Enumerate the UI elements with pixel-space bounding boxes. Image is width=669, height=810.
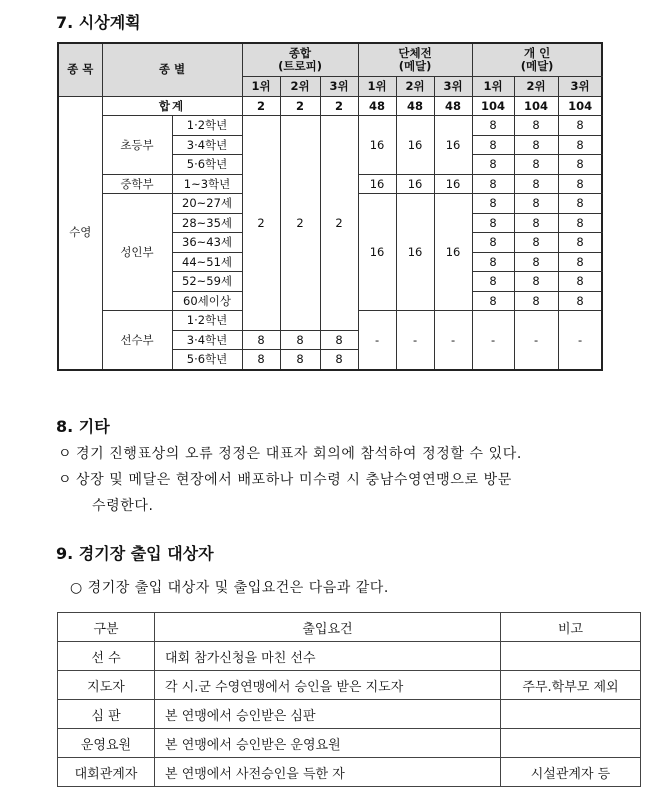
overall-merged: 2 <box>242 116 280 331</box>
individual-cell: 8 <box>514 155 558 175</box>
group-adult: 성인부 <box>102 194 172 311</box>
group-elementary: 초등부 <box>102 116 172 175</box>
header-event: 종 목 <box>58 43 102 96</box>
rank-label: 3위 <box>320 77 358 97</box>
grade-cell: 1·2학년 <box>172 311 242 331</box>
total-overall: 2 <box>280 96 320 116</box>
grade-cell: 1·2학년 <box>172 116 242 136</box>
individual-cell: 8 <box>558 116 602 136</box>
access-type: 지도자 <box>58 671 155 700</box>
access-note <box>501 642 641 671</box>
total-label: 합계 <box>102 96 242 116</box>
individual-cell: 8 <box>558 252 602 272</box>
total-individual: 104 <box>558 96 602 116</box>
individual-cell: 8 <box>320 350 358 370</box>
individual-cell: 8 <box>472 194 514 214</box>
table-row <box>58 116 602 136</box>
event-name: 수영 <box>58 96 102 370</box>
individual-cell: 8 <box>472 155 514 175</box>
rank-label: 2위 <box>514 77 558 97</box>
athlete-dash: - <box>514 311 558 370</box>
table-row <box>58 671 641 700</box>
individual-cell: 8 <box>472 252 514 272</box>
individual-cell: 8 <box>472 213 514 233</box>
individual-cell: 8 <box>514 135 558 155</box>
individual-cell: 8 <box>514 272 558 292</box>
access-requirement: 본 연맹에서 승인받은 운영요원 <box>155 729 501 758</box>
header-team-line2: (메달) <box>398 59 432 73</box>
header-row-1 <box>58 43 602 77</box>
individual-cell: 8 <box>514 194 558 214</box>
team-elementary: 16 <box>358 116 396 175</box>
total-team: 48 <box>358 96 396 116</box>
team-adult: 16 <box>396 194 434 311</box>
individual-cell: 8 <box>242 330 280 350</box>
section9-intro: ○ 경기장 출입 대상자 및 출입요건은 다음과 같다. <box>70 580 389 596</box>
grade-cell: 36~43세 <box>172 233 242 253</box>
grade-cell: 3·4학년 <box>172 135 242 155</box>
total-overall: 2 <box>242 96 280 116</box>
header-team <box>358 43 472 77</box>
access-requirement: 각 시.군 수영연맹에서 승인을 받은 지도자 <box>155 671 501 700</box>
team-elementary: 16 <box>396 116 434 175</box>
access-requirement: 본 연맹에서 승인받은 심판 <box>155 700 501 729</box>
grade-cell: 28~35세 <box>172 213 242 233</box>
access-header-note: 비고 <box>501 613 641 642</box>
individual-cell: 8 <box>472 291 514 311</box>
rank-label: 1위 <box>472 77 514 97</box>
award-table <box>57 42 603 371</box>
header-team-line1: 단체전 <box>398 46 432 60</box>
access-type: 선 수 <box>58 642 155 671</box>
total-individual: 104 <box>514 96 558 116</box>
total-team: 48 <box>396 96 434 116</box>
grade-cell: 5·6학년 <box>172 155 242 175</box>
individual-cell: 8 <box>472 272 514 292</box>
individual-cell: 8 <box>472 116 514 136</box>
header-overall-line1: 종합 <box>288 46 312 60</box>
grade-cell: 52~59세 <box>172 272 242 292</box>
overall-merged: 2 <box>320 116 358 331</box>
total-individual: 104 <box>472 96 514 116</box>
section9-title: 9. 경기장 출입 대상자 <box>56 544 214 563</box>
individual-cell: 8 <box>558 135 602 155</box>
access-note: 주무.학부모 제외 <box>501 671 641 700</box>
individual-cell: 8 <box>558 291 602 311</box>
individual-cell: 8 <box>280 350 320 370</box>
table-row <box>58 642 641 671</box>
individual-cell: 8 <box>514 233 558 253</box>
access-header-requirement: 출입요건 <box>155 613 501 642</box>
access-header-type: 구분 <box>58 613 155 642</box>
access-requirement: 본 연맹에서 사전승인을 득한 자 <box>155 758 501 787</box>
individual-cell: 8 <box>514 174 558 194</box>
rank-label: 1위 <box>358 77 396 97</box>
table-row <box>58 700 641 729</box>
header-individual-line1: 개 인 <box>523 46 551 60</box>
individual-cell: 8 <box>558 194 602 214</box>
athlete-dash: - <box>358 311 396 370</box>
individual-cell: 8 <box>472 135 514 155</box>
individual-cell: 8 <box>280 330 320 350</box>
grade-cell: 1~3학년 <box>172 174 242 194</box>
rank-label: 1위 <box>242 77 280 97</box>
access-type: 운영요원 <box>58 729 155 758</box>
individual-cell: 8 <box>514 213 558 233</box>
athlete-dash: - <box>472 311 514 370</box>
individual-cell: 8 <box>242 350 280 370</box>
header-individual <box>472 43 602 77</box>
team-elementary: 16 <box>434 116 472 175</box>
etc-item-2-continuation: 수령한다. <box>92 498 154 514</box>
team-adult: 16 <box>358 194 396 311</box>
individual-cell: 8 <box>514 291 558 311</box>
total-overall: 2 <box>320 96 358 116</box>
athlete-dash: - <box>434 311 472 370</box>
grade-cell: 20~27세 <box>172 194 242 214</box>
individual-cell: 8 <box>558 155 602 175</box>
individual-cell: 8 <box>558 174 602 194</box>
access-note: 시설관계자 등 <box>501 758 641 787</box>
team-middle: 16 <box>434 174 472 194</box>
group-middle: 중학부 <box>102 174 172 194</box>
rank-label: 3위 <box>434 77 472 97</box>
team-middle: 16 <box>396 174 434 194</box>
athlete-dash: - <box>558 311 602 370</box>
group-athlete: 선수부 <box>102 311 172 370</box>
total-row <box>58 96 602 116</box>
individual-cell: 8 <box>320 330 358 350</box>
overall-merged: 2 <box>280 116 320 331</box>
grade-cell: 44~51세 <box>172 252 242 272</box>
individual-cell: 8 <box>472 233 514 253</box>
header-individual-line2: (메달) <box>520 59 554 73</box>
etc-item-1-text: 경기 진행표상의 오류 정정은 대표자 회의에 참석하여 정정할 수 있다. <box>76 446 522 462</box>
etc-item-2-text: 상장 및 메달은 현장에서 배포하나 미수령 시 충남수영연맹으로 방문 <box>76 472 512 488</box>
athlete-dash: - <box>396 311 434 370</box>
grade-cell: 60세이상 <box>172 291 242 311</box>
access-type: 심 판 <box>58 700 155 729</box>
access-note <box>501 700 641 729</box>
bullet-marker: ㅇ <box>58 446 73 462</box>
individual-cell: 8 <box>514 252 558 272</box>
header-overall <box>242 43 358 77</box>
grade-cell: 3·4학년 <box>172 330 242 350</box>
individual-cell: 8 <box>558 213 602 233</box>
individual-cell: 8 <box>558 272 602 292</box>
etc-item-2 <box>58 469 512 489</box>
rank-label: 2위 <box>396 77 434 97</box>
individual-cell: 8 <box>514 116 558 136</box>
rank-label: 2위 <box>280 77 320 97</box>
header-category: 종 별 <box>102 43 242 96</box>
header-overall-line2: (트로피) <box>278 59 322 73</box>
access-type: 대회관계자 <box>58 758 155 787</box>
team-adult: 16 <box>434 194 472 311</box>
rank-label: 3위 <box>558 77 602 97</box>
access-header-row <box>58 613 641 642</box>
access-requirement: 대회 참가신청을 마친 선수 <box>155 642 501 671</box>
individual-cell: 8 <box>558 233 602 253</box>
etc-item-1 <box>58 443 522 463</box>
table-row <box>58 729 641 758</box>
table-row <box>58 758 641 787</box>
access-table <box>57 612 641 787</box>
grade-cell: 5·6학년 <box>172 350 242 370</box>
access-note <box>501 729 641 758</box>
bullet-marker: ㅇ <box>58 472 73 488</box>
individual-cell: 8 <box>472 174 514 194</box>
section7-title: 7. 시상계획 <box>56 13 141 32</box>
section8-title: 8. 기타 <box>56 417 110 436</box>
total-team: 48 <box>434 96 472 116</box>
team-middle: 16 <box>358 174 396 194</box>
